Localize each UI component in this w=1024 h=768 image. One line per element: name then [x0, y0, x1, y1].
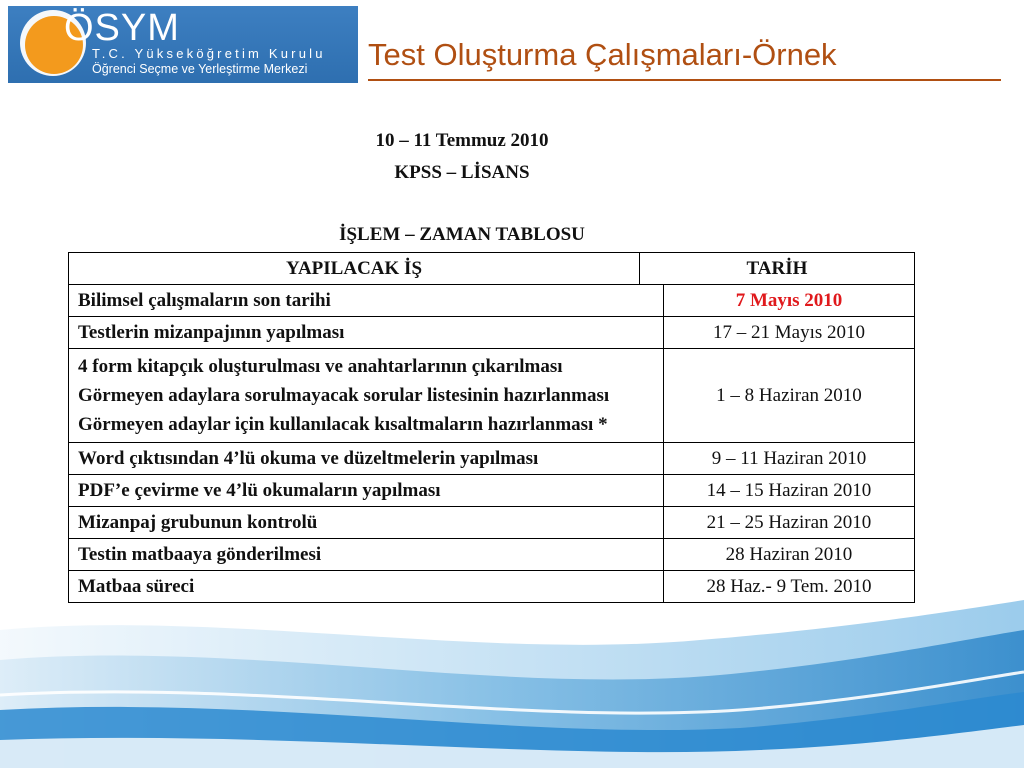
task-cell	[69, 317, 664, 348]
task-text: Bilimsel çalışmaların son tarihi	[78, 289, 331, 311]
date-text: 28 Haz.- 9 Tem. 2010	[706, 575, 872, 597]
table-row	[69, 316, 914, 348]
task-text: Testlerin mizanpajının yapılması	[78, 321, 345, 343]
table-row	[69, 284, 914, 316]
document-exam: KPSS – LİSANS	[394, 162, 530, 183]
date-cell	[664, 349, 914, 442]
table-row	[69, 348, 914, 442]
date-cell	[664, 571, 914, 602]
table-row	[69, 474, 914, 506]
title-underline	[368, 79, 1001, 81]
task-cell	[69, 443, 664, 474]
task-cell	[69, 507, 664, 538]
table-row	[69, 506, 914, 538]
date-text: 14 – 15 Haziran 2010	[706, 479, 872, 501]
task-text: Testin matbaaya gönderilmesi	[78, 543, 322, 565]
task-text: PDF’e çevirme ve 4’lü okumaların yapılması	[78, 479, 441, 501]
logo-subtitle-1: T.C. Yükseköğretim Kurulu	[92, 46, 326, 61]
date-text: 21 – 25 Haziran 2010	[706, 511, 872, 533]
table-row	[69, 570, 914, 602]
date-text: 9 – 11 Haziran 2010	[711, 447, 867, 469]
date-cell	[664, 443, 914, 474]
osym-logo	[8, 6, 358, 83]
task-text: Görmeyen adaylar için kullanılacak kısaltmaların hazırlanması *	[78, 414, 608, 435]
date-cell	[664, 475, 914, 506]
task-text: Matbaa süreci	[78, 575, 195, 597]
table-header-row	[69, 253, 914, 284]
task-cell	[69, 285, 664, 316]
task-text: Word çıktısından 4’lü okuma ve düzeltmelerin yapılması	[78, 447, 539, 469]
table-row	[69, 442, 914, 474]
date-cell	[664, 317, 914, 348]
decorative-waves	[0, 600, 1024, 768]
date-cell	[664, 285, 914, 316]
task-cell	[69, 349, 664, 442]
date-cell	[664, 539, 914, 570]
document-date: 10 – 11 Temmuz 2010	[375, 130, 549, 151]
table-title: İŞLEM – ZAMAN TABLOSU	[339, 224, 585, 245]
task-text: 4 form kitapçık oluşturulması ve anahtarlarının çıkarılması	[78, 356, 563, 377]
logo-name: ÖSYM	[64, 7, 180, 49]
date-text: 1 – 8 Haziran 2010	[716, 384, 862, 406]
task-text: Görmeyen adaylara sorulmayacak sorular listesinin hazırlanması	[78, 385, 610, 406]
task-cell	[69, 571, 664, 602]
schedule-table	[68, 252, 915, 603]
task-cell	[69, 475, 664, 506]
date-text: 28 Haziran 2010	[725, 543, 853, 565]
header-date: TARİH	[746, 257, 808, 279]
header-task: YAPILACAK İŞ	[69, 253, 640, 284]
slide-title: Test Oluşturma Çalışmaları-Örnek	[368, 37, 837, 72]
logo-subtitle-2: Öğrenci Seçme ve Yerleştirme Merkezi	[92, 62, 308, 76]
date-cell	[664, 507, 914, 538]
table-row	[69, 538, 914, 570]
date-text: 7 Mayıs 2010	[735, 289, 843, 311]
task-cell	[69, 539, 664, 570]
date-text: 17 – 21 Mayıs 2010	[713, 321, 865, 343]
task-text: Mizanpaj grubunun kontrolü	[78, 511, 318, 533]
